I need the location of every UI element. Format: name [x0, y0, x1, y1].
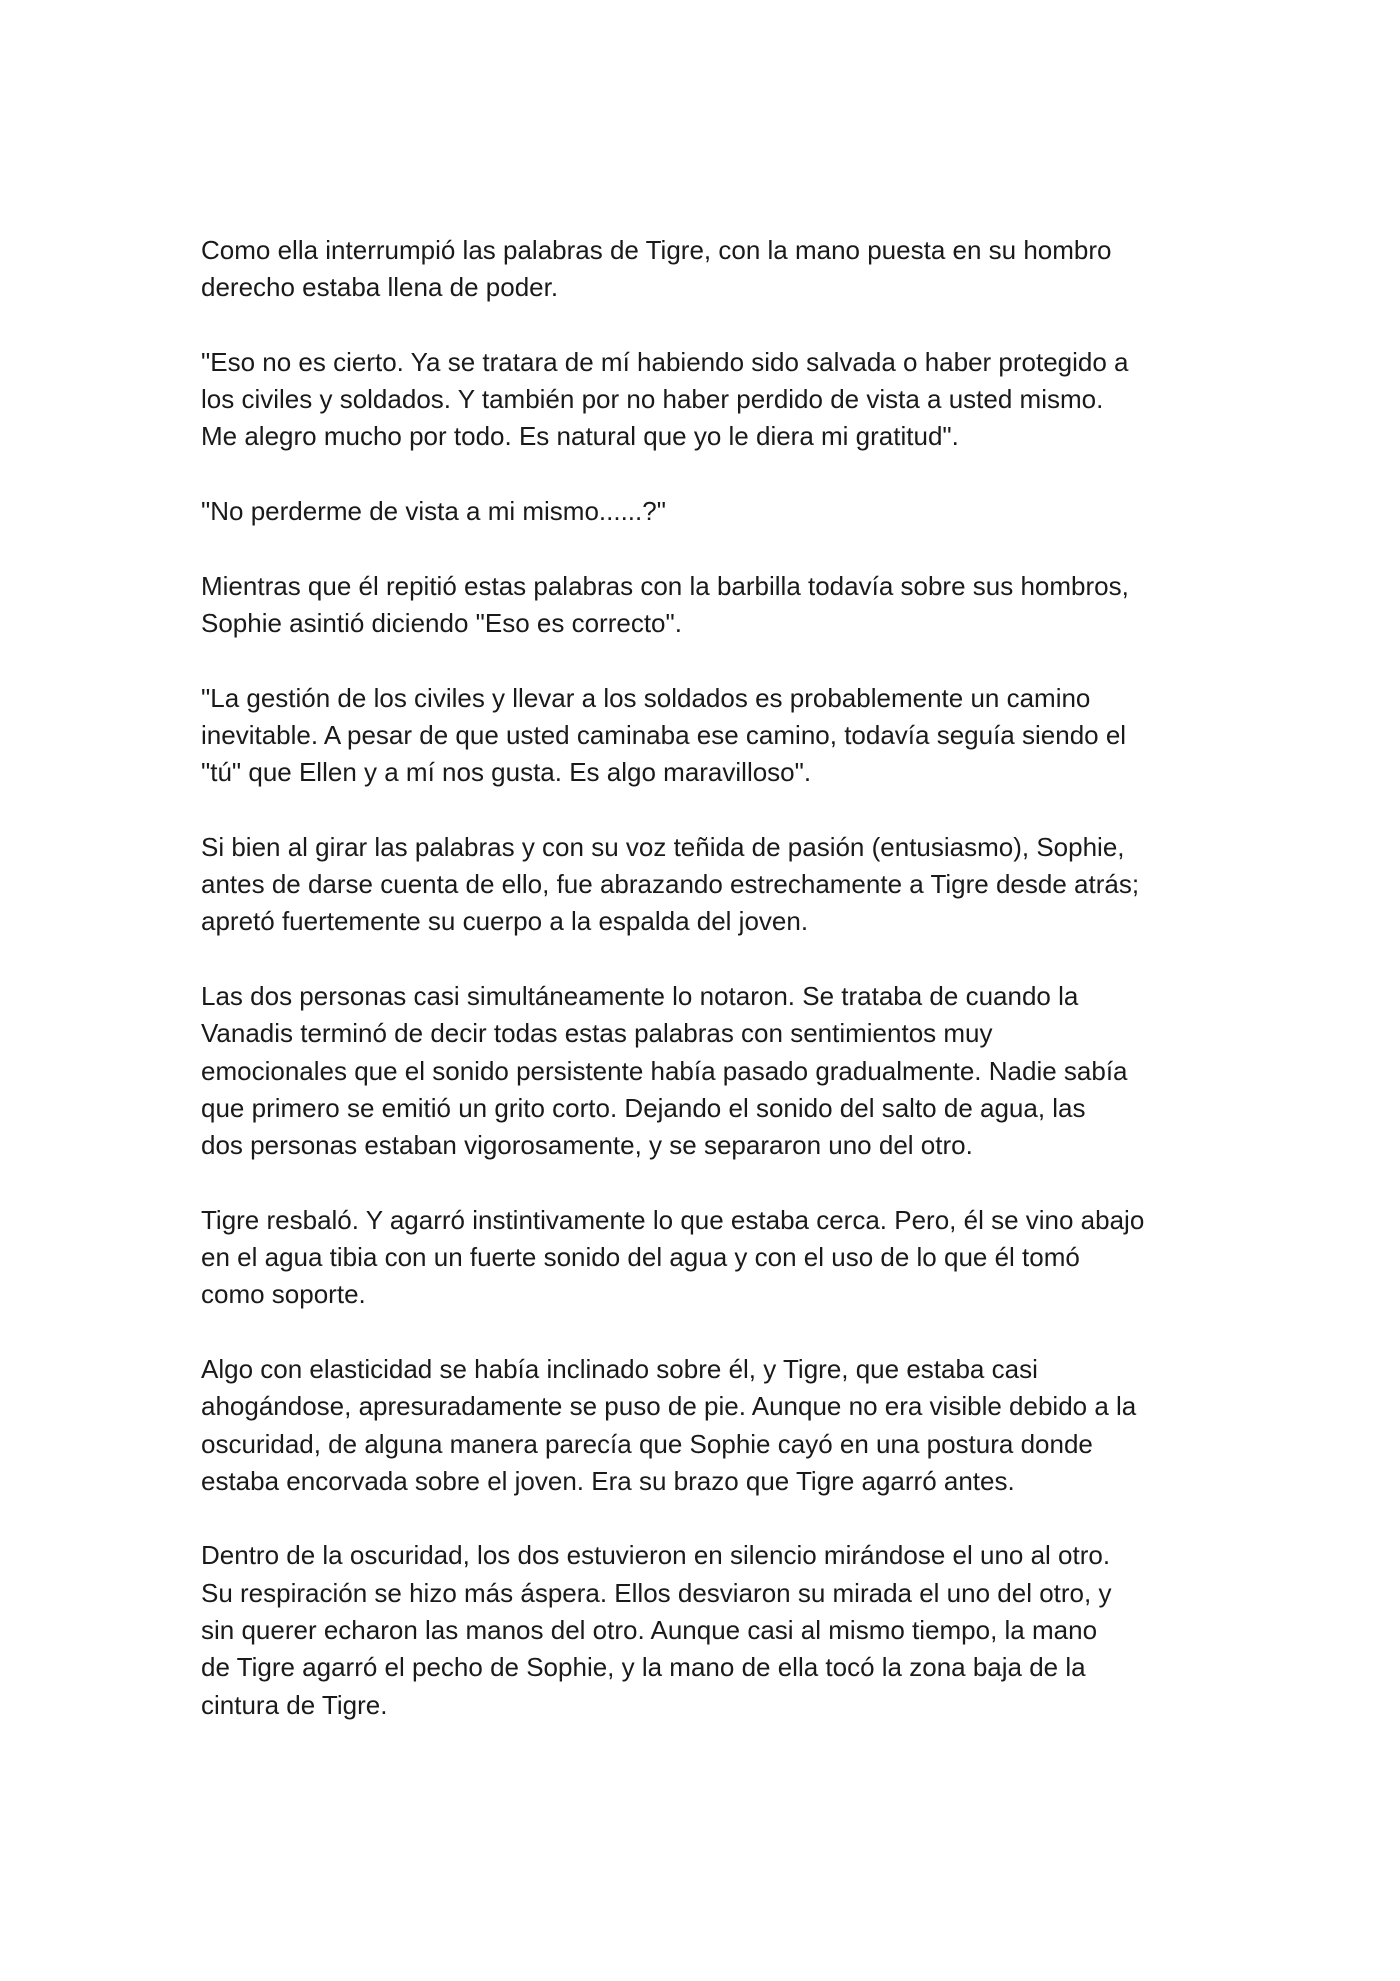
text-line: Las dos personas casi simultáneamente lo notaron. Se trataba de cuando la [201, 980, 1079, 1011]
text-line: oscuridad, de alguna manera parecía que Sophie cayó en una postura donde [201, 1428, 1093, 1459]
text-line: Tigre resbaló. Y agarró instintivamente lo que estaba cerca. Pero, él se vino abajo [201, 1204, 1145, 1235]
text-line: "La gestión de los civiles y llevar a los soldados es probablemente un camino [201, 682, 1091, 713]
text-line: estaba encorvada sobre el joven. Era su brazo que Tigre agarró antes. [201, 1465, 1015, 1496]
paragraph [201, 493, 1211, 530]
text-line: en el agua tibia con un fuerte sonido del agua y con el uso de lo que él tomó [201, 1242, 1080, 1273]
paragraph [201, 1351, 1211, 1500]
text-line: dos personas estaban vigorosamente, y se separaron uno del otro. [201, 1130, 973, 1161]
text-line: "Eso no es cierto. Ya se tratara de mí habiendo sido salvada o haber protegido a [201, 346, 1129, 377]
paragraph [201, 568, 1211, 643]
text-line: Algo con elasticidad se había inclinado sobre él, y Tigre, que estaba casi [201, 1353, 1038, 1384]
text-line: derecho estaba llena de poder. [201, 272, 559, 303]
text-line: Su respiración se hizo más áspera. Ellos desviaron su mirada el uno del otro, y [201, 1577, 1112, 1608]
text-line: de Tigre agarró el pecho de Sophie, y la mano de ella tocó la zona baja de la [201, 1652, 1086, 1683]
text-line: Dentro de la oscuridad, los dos estuvieron en silencio mirándose el uno al otro. [201, 1540, 1111, 1571]
text-line: ahogándose, apresuradamente se puso de pie. Aunque no era visible debido a la [201, 1391, 1137, 1422]
paragraph [201, 680, 1211, 792]
text-line: antes de darse cuenta de ello, fue abrazando estrechamente a Tigre desde atrás; [201, 869, 1140, 900]
text-line: apretó fuertemente su cuerpo a la espalda del joven. [201, 906, 809, 937]
text-line: Si bien al girar las palabras y con su voz teñida de pasión (entusiasmo), Sophie, [201, 831, 1125, 862]
text-line: los civiles y soldados. Y también por no haber perdido de vista a usted mismo. [201, 384, 1104, 415]
paragraph [201, 1537, 1211, 1723]
paragraph [201, 1202, 1211, 1314]
text-line: que primero se emitió un grito corto. Dejando el sonido del salto de agua, las [201, 1092, 1086, 1123]
text-line: cintura de Tigre. [201, 1689, 388, 1720]
text-line: Me alegro mucho por todo. Es natural que yo le diera mi gratitud". [201, 421, 959, 452]
paragraph [201, 829, 1211, 941]
text-line: como soporte. [201, 1279, 366, 1310]
paragraph [201, 344, 1211, 456]
paragraph [201, 978, 1211, 1164]
text-line: Mientras que él repitió estas palabras con la barbilla todavía sobre sus hombros, [201, 570, 1129, 601]
document-body [201, 232, 1211, 1761]
text-line: Como ella interrumpió las palabras de Tigre, con la mano puesta en su hombro [201, 235, 1112, 265]
text-line: emocionales que el sonido persistente había pasado gradualmente. Nadie sabía [201, 1055, 1128, 1086]
text-line: "No perderme de vista a mi mismo......?" [201, 496, 666, 527]
text-line: Vanadis terminó de decir todas estas palabras con sentimientos muy [201, 1018, 993, 1049]
text-line: Sophie asintió diciendo "Eso es correcto". [201, 607, 682, 638]
text-line: "tú" que Ellen y a mí nos gusta. Es algo maravilloso". [201, 757, 812, 788]
paragraph [201, 232, 1211, 307]
text-line: sin querer echaron las manos del otro. Aunque casi al mismo tiempo, la mano [201, 1614, 1098, 1645]
text-line: inevitable. A pesar de que usted caminaba ese camino, todavía seguía siendo el [201, 719, 1127, 750]
